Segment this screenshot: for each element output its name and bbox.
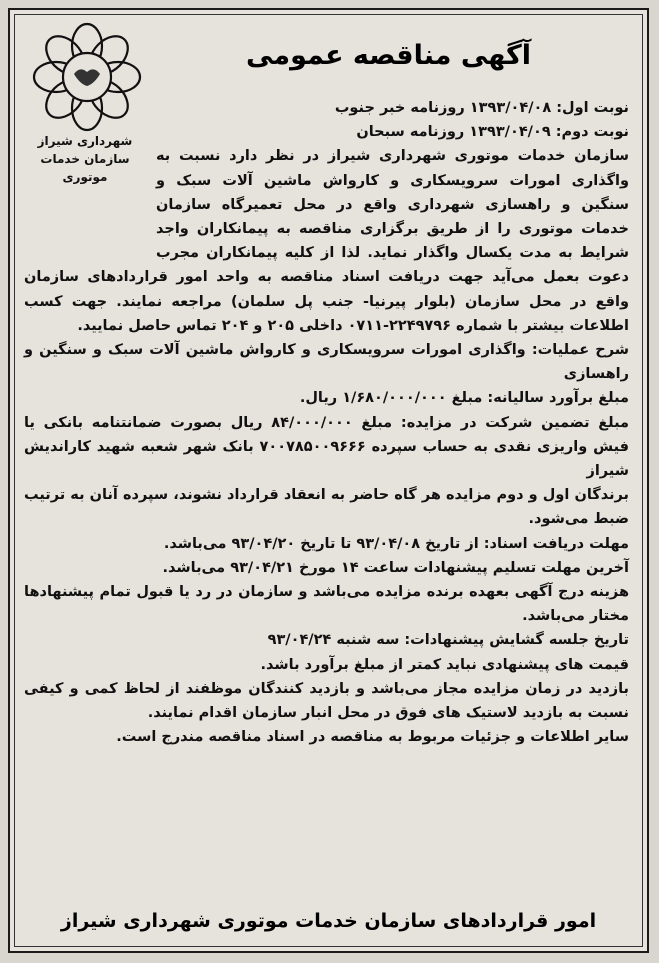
notice-title: آگهی مناقصه عمومی	[246, 40, 531, 71]
winners-clause: برندگان اول و دوم مزایده هر گاه حاضر به انعقاد قرارداد نشوند، سپرده آنان به ترتیب ضبط می‌شود.	[24, 487, 629, 528]
publication-first: نوبت اول: ۱۳۹۳/۰۴/۰۸ روزنامه خبر جنوب	[334, 100, 629, 116]
publication-second: نوبت دوم: ۱۳۹۳/۰۴/۰۹ روزنامه سبحان	[356, 124, 629, 141]
advert-cost-clause: هزینه درج آگهی بعهده برنده مزایده می‌باشد و سازمان در رد یا قبول تمام پیشنهادها مختار می‌باشد.	[24, 584, 629, 625]
price-clause: قیمت های پیشنهادی نباید کمتر از مبلغ برآورد باشد.	[260, 656, 629, 673]
logo-caption-line2: سازمان خدمات موتوری	[40, 152, 130, 184]
submission-deadline: آخرین مهلت تسلیم پیشنهادات ساعت ۱۴ مورخ ۹۳/۰۴/۲۱ می‌باشد.	[162, 559, 629, 576]
inspection-clause: بازدید در زمان مزایده مجاز می‌باشد و بازدید کنندگان موظفند از لحاظ کمی و کیفی نسبت به بازدید لاستیک های فوق در محل انبار سازمان اقدام نمایند.	[24, 680, 629, 722]
notice-body	[24, 96, 629, 749]
notice-frame	[8, 8, 649, 953]
other-info-clause: سایر اطلاعات و جزئیات مربوط به مناقصه در اسناد مناقصه مندرج است.	[116, 729, 629, 746]
intro-paragraph: سازمان خدمات موتوری شهرداری شیراز در نظر دارد نسبت به واگذاری امورات سرویسکاری و کارواش ماشین آلات سبک و سنگین و راهسازی شهرداری واقع در محل تعمیرگاه سازمان خدمات موتوری را از طریق برگزاری مناقصه به پیمانکاران واجد شرایط به مدت یکسال واگذار نماید. لذا از کلیه پیمانکاران مجرب دعوت بعمل می‌آید جهت دریافت اسناد مناقصه به واحد امور قراردادهای سازمان واقع در محل سازمان (بلوار پیرنیا- جنب پل سلمان) مراجعه نمایند. جهت کسب اطلاعات بیشتر با شماره ۲۲۴۹۷۹۶-۰۷۱۱ داخلی ۲۰۵ و ۲۰۴ تماس حاصل نمایید.	[24, 148, 629, 334]
logo-caption-line1: شهرداری شیراز	[37, 134, 133, 148]
logo-spacer	[24, 96, 156, 246]
opening-session-date: تاریخ جلسه گشایش پیشنهادات: سه شنبه ۹۳/۰۴/۲۴	[267, 632, 629, 649]
notice-footer-signature: امور قراردادهای سازمان خدمات موتوری شهرداری شیراز	[60, 910, 597, 932]
guarantee-amount: مبلغ تضمین شرکت در مزایده: مبلغ ۸۴/۰۰۰/۰۰۰ ریال بصورت ضمانتنامه بانکی یا فیش واریزی نقدی به حساب سپرده ۷۰۰۷۸۵۰۰۹۶۶۶ بانک شهر شعبه شهید کاراندیش شیراز	[24, 414, 629, 480]
operations-description: شرح عملیات: واگذاری امورات سرویسکاری و کارواش ماشین آلات سبک و سنگین و راهسازی	[24, 342, 629, 383]
annual-estimate: مبلغ برآورد سالیانه: مبلغ ۱/۶۸۰/۰۰۰/۰۰۰ ریال.	[299, 390, 629, 407]
document-deadline: مهلت دریافت اسناد: از تاریخ ۹۳/۰۴/۰۸ تا تاریخ ۹۳/۰۴/۲۰ می‌باشد.	[163, 535, 629, 552]
